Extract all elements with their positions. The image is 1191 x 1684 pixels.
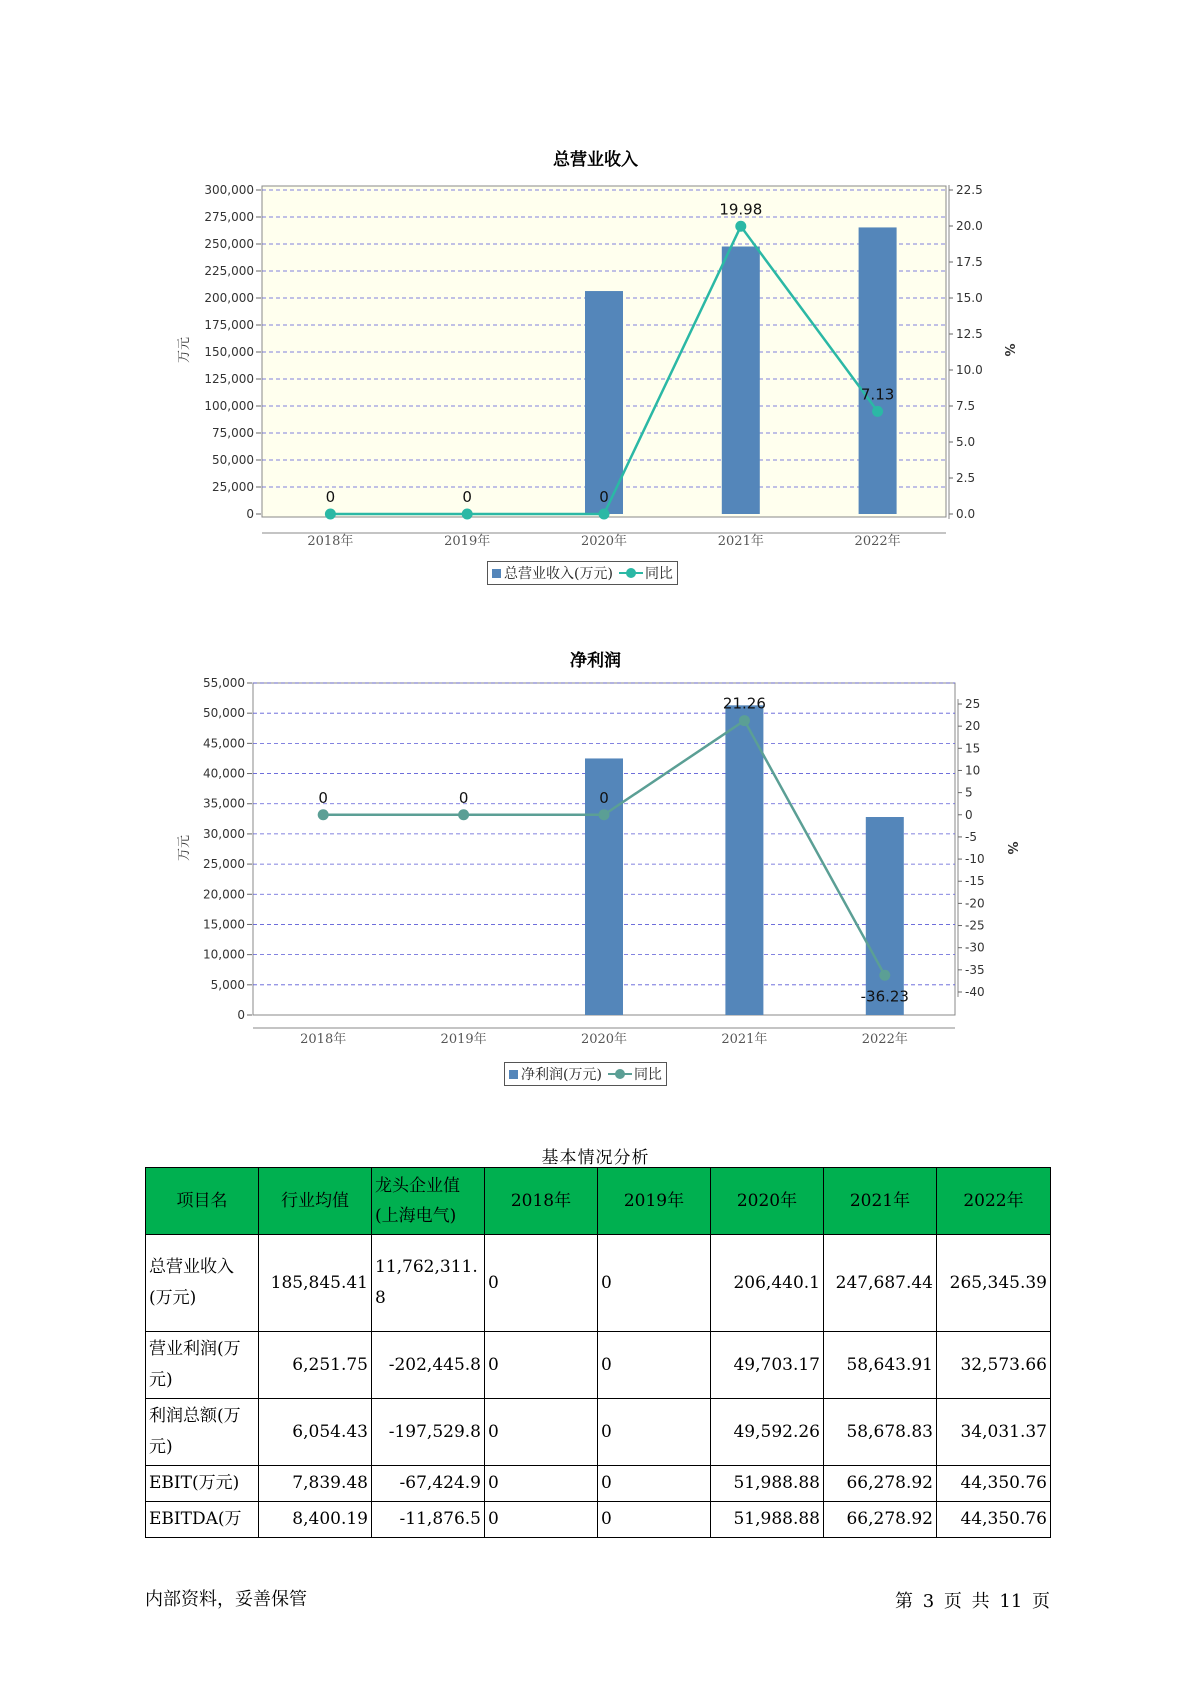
data-label: 19.98 bbox=[719, 200, 763, 219]
y2-tick-label: 2.5 bbox=[956, 471, 976, 485]
line-point bbox=[318, 809, 329, 820]
table-cell: 51,988.88 bbox=[711, 1502, 824, 1538]
table-cell: 34,031.37 bbox=[937, 1399, 1051, 1466]
y-tick-label: 20,000 bbox=[203, 887, 245, 902]
header-cell: 项目名 bbox=[146, 1168, 259, 1235]
chart-title-revenue: 总营业收入 bbox=[553, 150, 638, 170]
table-cell: 0 bbox=[485, 1502, 598, 1538]
x-tick-label: 2018年 bbox=[300, 1032, 347, 1047]
data-label: -36.23 bbox=[860, 987, 909, 1006]
legend-line-swatch bbox=[608, 1069, 632, 1079]
y-tick-label: 35,000 bbox=[203, 796, 245, 811]
x-tick-label: 2020年 bbox=[580, 534, 628, 549]
net-profit-chart-legend bbox=[504, 1062, 667, 1086]
table-cell: 44,350.76 bbox=[937, 1466, 1051, 1502]
table-cell: 58,678.83 bbox=[824, 1399, 937, 1466]
table-cell: -11,876.5 bbox=[372, 1502, 485, 1538]
table-cell: 7,839.48 bbox=[259, 1466, 372, 1502]
table-cell: 206,440.1 bbox=[711, 1235, 824, 1332]
data-label: 7.13 bbox=[860, 385, 895, 404]
table-cell: 0 bbox=[598, 1466, 711, 1502]
y2-tick-label: 15 bbox=[965, 741, 981, 756]
y2-tick-label: 5.0 bbox=[956, 435, 976, 449]
y2-tick-label: -30 bbox=[965, 940, 985, 955]
y2-tick-label: 7.5 bbox=[956, 399, 976, 413]
y-tick-label: 25,000 bbox=[203, 857, 245, 872]
y-tick-label: 275,000 bbox=[204, 210, 254, 224]
table-header-row bbox=[146, 1168, 1051, 1235]
data-label: 0 bbox=[462, 488, 472, 506]
y2-tick-label: 25 bbox=[965, 697, 981, 711]
x-tick-label: 2021年 bbox=[717, 534, 764, 549]
data-label: 0 bbox=[325, 488, 336, 506]
table-cell: 8,400.19 bbox=[259, 1502, 372, 1538]
y-tick-label: 175,000 bbox=[204, 318, 254, 332]
y2-tick-label: -15 bbox=[965, 874, 985, 889]
y2-tick-label: 0 bbox=[965, 807, 973, 822]
y-tick-label: 225,000 bbox=[204, 264, 254, 278]
y-tick-label: 40,000 bbox=[203, 766, 245, 781]
table-cell: 0 bbox=[485, 1332, 598, 1399]
table-cell: 51,988.88 bbox=[711, 1466, 824, 1502]
line-point bbox=[599, 809, 610, 820]
header-cell: 2020年 bbox=[711, 1168, 824, 1235]
legend-line-label: 同比 bbox=[644, 566, 673, 582]
y2-tick-label: 5 bbox=[965, 785, 973, 800]
table-cell: 0 bbox=[598, 1332, 711, 1399]
header-cell: 2019年 bbox=[598, 1168, 711, 1235]
table-row bbox=[146, 1235, 1051, 1332]
table-cell: 11,762,311.8 bbox=[372, 1235, 485, 1332]
data-label: 0 bbox=[599, 788, 609, 807]
y2-tick-label: 0.0 bbox=[956, 507, 976, 521]
chart-title-net-profit: 净利润 bbox=[570, 651, 621, 671]
data-label: 0 bbox=[458, 788, 469, 807]
y2-axis-label: % bbox=[1004, 841, 1019, 855]
row-label: 营业利润(万元) bbox=[146, 1332, 259, 1399]
y2-tick-label: 10 bbox=[965, 763, 981, 778]
y-tick-label: 150,000 bbox=[204, 345, 254, 359]
y2-tick-label: -25 bbox=[965, 918, 985, 933]
legend-line-label: 同比 bbox=[633, 1067, 662, 1083]
table-cell: 0 bbox=[598, 1235, 711, 1332]
table-cell: 0 bbox=[485, 1399, 598, 1466]
line-point bbox=[458, 809, 469, 820]
table-row bbox=[146, 1399, 1051, 1466]
data-label: 0 bbox=[318, 788, 328, 807]
x-tick-label: 2022年 bbox=[861, 1032, 908, 1047]
table-caption: 基本情况分析 bbox=[541, 1148, 650, 1168]
y2-axis-label: % bbox=[1001, 343, 1016, 357]
bar bbox=[725, 705, 763, 1015]
y-tick-label: 100,000 bbox=[204, 399, 254, 413]
header-cell: 龙头企业值(上海电气) bbox=[372, 1168, 485, 1235]
y-tick-label: 0 bbox=[237, 1008, 245, 1022]
table-cell: -197,529.8 bbox=[372, 1399, 485, 1466]
table-row bbox=[146, 1332, 1051, 1399]
y-tick-label: 0 bbox=[246, 507, 254, 521]
y2-tick-label: -5 bbox=[965, 829, 977, 844]
x-tick-label: 2022年 bbox=[854, 534, 901, 549]
line-point bbox=[879, 970, 890, 981]
table-cell: 49,703.17 bbox=[711, 1332, 824, 1399]
table-cell: 32,573.66 bbox=[937, 1332, 1051, 1399]
x-tick-label: 2019年 bbox=[444, 534, 491, 549]
row-label: EBITDA(万 bbox=[146, 1502, 259, 1538]
y2-tick-label: -35 bbox=[965, 962, 985, 977]
y-axis-label: 万元 bbox=[177, 834, 192, 862]
y-tick-label: 5,000 bbox=[210, 977, 245, 992]
y-tick-label: 50,000 bbox=[212, 453, 254, 467]
line-point bbox=[739, 715, 750, 726]
y-tick-label: 300,000 bbox=[204, 183, 254, 197]
y-tick-label: 50,000 bbox=[203, 706, 245, 721]
table-cell: 0 bbox=[485, 1466, 598, 1502]
row-label: 利润总额(万元) bbox=[146, 1399, 259, 1466]
y-axis-label: 万元 bbox=[177, 336, 192, 364]
table-cell: 66,278.92 bbox=[824, 1502, 937, 1538]
y2-tick-label: -40 bbox=[965, 985, 985, 999]
y2-tick-label: -10 bbox=[965, 852, 985, 867]
table-cell: 58,643.91 bbox=[824, 1332, 937, 1399]
y2-tick-label: 17.5 bbox=[956, 255, 983, 269]
y-tick-label: 30,000 bbox=[203, 826, 245, 841]
table-row bbox=[146, 1502, 1051, 1538]
data-label: 21.26 bbox=[722, 694, 766, 713]
table-cell: -67,424.9 bbox=[372, 1466, 485, 1502]
y2-tick-label: 20.0 bbox=[956, 219, 983, 233]
table-cell: 6,251.75 bbox=[259, 1332, 372, 1399]
header-cell: 行业均值 bbox=[259, 1168, 372, 1235]
table-cell: -202,445.8 bbox=[372, 1332, 485, 1399]
table-cell: 49,592.26 bbox=[711, 1399, 824, 1466]
y-tick-label: 250,000 bbox=[204, 237, 254, 251]
legend-bar-label: 总营业收入(万元) bbox=[504, 566, 613, 582]
y-tick-label: 45,000 bbox=[203, 736, 245, 751]
table-cell: 6,054.43 bbox=[259, 1399, 372, 1466]
x-tick-label: 2020年 bbox=[580, 1032, 628, 1047]
data-label: 0 bbox=[599, 488, 609, 506]
y2-tick-label: 15.0 bbox=[956, 291, 983, 305]
table-cell: 185,845.41 bbox=[259, 1235, 372, 1332]
table-cell: 0 bbox=[485, 1235, 598, 1332]
table-cell: 247,687.44 bbox=[824, 1235, 937, 1332]
y-tick-label: 125,000 bbox=[204, 372, 254, 386]
table-cell: 66,278.92 bbox=[824, 1466, 937, 1502]
legend-bar-label: 净利润(万元) bbox=[521, 1067, 602, 1083]
x-tick-label: 2021年 bbox=[721, 1032, 768, 1047]
table-cell: 0 bbox=[598, 1502, 711, 1538]
y2-tick-label: 20 bbox=[965, 719, 981, 734]
header-cell: 2018年 bbox=[485, 1168, 598, 1235]
y-tick-label: 15,000 bbox=[203, 917, 245, 932]
x-tick-label: 2018年 bbox=[307, 534, 354, 549]
row-label: 总营业收入(万元) bbox=[146, 1235, 259, 1332]
x-tick-label: 2019年 bbox=[440, 1032, 487, 1047]
confidential-note: 内部资料，妥善保管 bbox=[145, 1589, 307, 1610]
y2-tick-label: 22.5 bbox=[956, 183, 983, 197]
row-label: EBIT(万元) bbox=[146, 1466, 259, 1502]
y-tick-label: 200,000 bbox=[204, 291, 254, 305]
basic-analysis-table bbox=[145, 1167, 1051, 1538]
y-tick-label: 75,000 bbox=[212, 426, 254, 440]
y2-tick-label: 12.5 bbox=[956, 327, 983, 341]
legend-bar-swatch bbox=[509, 1070, 518, 1079]
page-number: 第 3 页 共 11 页 bbox=[895, 1591, 1050, 1612]
bar bbox=[866, 817, 904, 1015]
table-cell: 265,345.39 bbox=[937, 1235, 1051, 1332]
y2-tick-label: -20 bbox=[965, 896, 985, 911]
y-tick-label: 55,000 bbox=[203, 676, 245, 690]
y2-tick-label: 10.0 bbox=[956, 363, 983, 377]
table-cell: 0 bbox=[598, 1399, 711, 1466]
header-cell: 2022年 bbox=[937, 1168, 1051, 1235]
table-cell: 44,350.76 bbox=[937, 1502, 1051, 1538]
table-row bbox=[146, 1466, 1051, 1502]
header-cell: 2021年 bbox=[824, 1168, 937, 1235]
y-tick-label: 25,000 bbox=[212, 480, 254, 494]
y-tick-label: 10,000 bbox=[203, 947, 245, 962]
